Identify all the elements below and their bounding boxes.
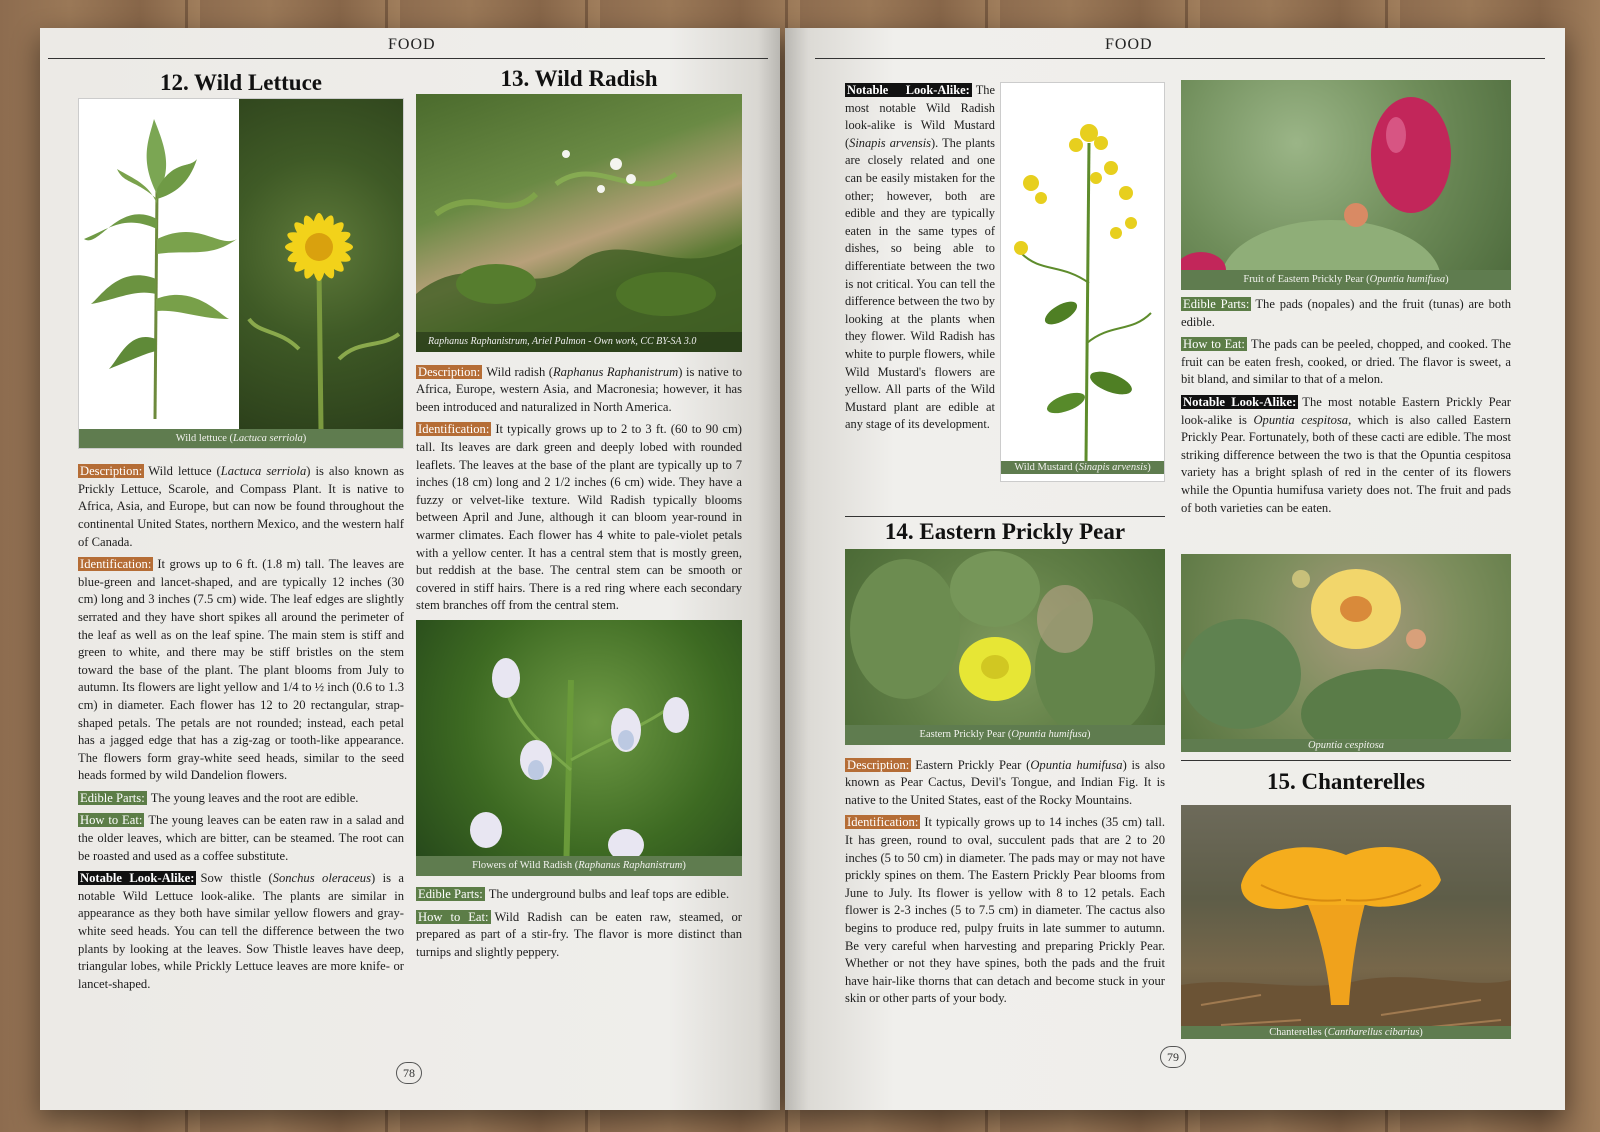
body-text: It typically grows up to 14 inches (35 cm) tall. It has green, round to oval, succulent pads that are 2 to 20 inches (5 to 50 cm) in diameter. The pads may or may not have prickly spines on them. The Eastern Prickly Pear blooms from June to July. Its flower is yellow with 8 to 12 petals. Each flower is 2-3 inches (5 to 7.5 cm) in diameter. The cactus also begins to produce red, pulpy fruits in late summer to autumn. Be very careful when harvesting and preparing Prickly Pear. Whether or not they have spines, both the pads and the fruit have hair-like thorns that can detach and become stuck in your skin or other parts of your body.: [845, 815, 1165, 1006]
wild-lettuce-specimen-image: [79, 99, 239, 429]
wild-mustard-image: [1001, 83, 1164, 461]
body-text: It grows up to 6 ft. (1.8 m) tall. The leaves are blue-green and lancet-shaped, and are typically 12 inches (30 cm) long and 3 inches (7.5 cm) wide. The leaf edges are slightly serrated and they have short spikes all around the perimeter of the leaf as well as on the leaf spine. The main stem is stiff and green to white, and there may be stiff bristles on the stem toward the base of the plant. The plant blooms from July to autumn. Its flowers are light yellow and 1/4 to ½ inch (0.6 to 1.3 cm) in diameter. Each flower has 12 to 20 rectangular, strap-shaped petals. The petals are not rounded; instead, each petal has a jagged edge that has a zig-zag or tooth-like appearance. The flowers form gray-white seed heads, similar to the seed heads formed by wild Dandelion flowers.: [78, 557, 404, 783]
body-text: The pads can be peeled, chopped, and cooked. The fruit can be eaten fresh, cooked, or dried. The flavor is sweet, a bit bland, and similar to that of a melon.: [1181, 337, 1511, 387]
section-title: 15. Chanterelles: [1266, 769, 1425, 794]
caption-text: ): [682, 860, 686, 872]
body-text: The most notable Eastern Prickly Pear look-alike is: [1181, 394, 1511, 427]
how-to-eat-paragraph: [78, 812, 404, 865]
caption-text: Wild lettuce (: [175, 432, 234, 444]
identification-paragraph: [78, 556, 404, 785]
caption-text: ): [1086, 729, 1091, 740]
edible-parts-label: Edible Parts:: [80, 790, 145, 805]
radish-lookalike-text: [845, 82, 995, 439]
description-paragraph: [416, 364, 742, 417]
wild-lettuce-column: [78, 70, 405, 998]
prickly-pear-right-column: [1181, 80, 1511, 522]
figure-caption: [79, 429, 403, 449]
identification-label: Identification:: [847, 815, 919, 830]
caption-text: Fruit of Eastern Prickly Pear (: [1243, 274, 1370, 286]
body-text: ) is also known as Prickly Lettuce, Scarole, and Compass Plant. It is native to Africa, Asia, and Europe, but can now be found throughout the continental United States, northern Mexico, and the western half of Canada.: [78, 464, 405, 549]
edible-parts-paragraph: [416, 886, 742, 904]
body-text: ) is a notable Wild Lettuce look-alike. The plants are similar in appearance as they both have similar yellow flowers and gray-white seed heads. You can tell the difference between the two plants by looking at the leaves. Sow Thistle leaves have deep, triangular lobes, while Prickly Lettuce leaves are more knife- or lancet-shaped.: [78, 871, 404, 991]
running-head: FOOD: [388, 36, 436, 53]
description-label: Description:: [80, 464, 143, 479]
identification-paragraph: [416, 421, 742, 615]
caption-latin: Raphanus Raphanistrum: [578, 860, 683, 872]
caption-text: Eastern Prickly Pear (: [919, 729, 1012, 740]
section-title: 13. Wild Radish: [500, 66, 658, 91]
how-to-eat-label: How to Eat:: [418, 909, 489, 924]
body-text: ). The plants are closely related and one can be easily mistaken for the other; however, both are edible and they are typically eaten in the same types of dishes, so being able to differentiate between the two is not critical. You can tell the difference between the two by looking at the plants when they flower. Wild Radish has white to purple flowers, while Wild Mustard's flowers are yellow. All parts of the Wild Mustard plant are edible at any stage of its development.: [845, 135, 995, 432]
body-text: The young leaves can be eaten raw in a salad and the older leaves, which are bitter, can be steamed. The root can be roasted and used as a coffee substitute.: [78, 813, 404, 863]
wild-mustard-figure: [1000, 82, 1165, 482]
how-to-eat-label: How to Eat:: [80, 813, 143, 828]
wild-lettuce-figure: [78, 98, 404, 450]
identification-label: Identification:: [80, 557, 152, 572]
caption-text: ): [302, 432, 307, 444]
header-rule: [48, 58, 768, 59]
look-alike-paragraph: [78, 870, 404, 993]
open-book: [40, 28, 1565, 1110]
edible-parts-paragraph: [1181, 296, 1511, 331]
caption-latin: Cantharellus cibarius: [1327, 1027, 1420, 1038]
body-text: ) is also known as Pear Cactus, Devil's Tongue, and Indian Fig. It is native to the United States, east of the Rocky Mountains.: [845, 757, 1165, 807]
chanterelles-section: [1181, 760, 1511, 1039]
edible-parts-paragraph: [78, 790, 404, 808]
body-text: ) is native to Africa, Europe, western Asia, and Macronesia; however, it has been introduced and naturalized in North America.: [416, 364, 742, 414]
edible-parts-label: Edible Parts:: [1183, 297, 1250, 311]
look-alike-label: Notable Look-Alike:: [847, 83, 970, 97]
caption-latin: Sinapis arvensis: [1078, 462, 1148, 473]
body-text: It typically grows up to 2 to 3 ft. (60 to 90 cm) tall. Its leaves are dark green and deeply lobed with rounded leaflets. The leaves at the base of the plant are typically up to 7 inches (18 cm) long and 2 1/2 inches (6 cm) wide. They have a fuzzy or velvet-like texture. Wild Radish typically blooms between April and June, although it can bloom year-round in warmer climates. Each flower has 4 white to pale-violet petals with a yellow center. It has a central stem that is mostly green, but reddish at the base. The central stem can be smooth or covered in stiff hairs. There is a red ring where each secondary stem branches off from the central stem.: [416, 422, 742, 613]
figure-caption: Opuntia cespitosa: [1181, 739, 1511, 752]
body-text: Wild Radish can be eaten raw, steamed, or prepared as part of a stir-fry. The flavor is more distinct than turnips and slightly peppery.: [416, 909, 742, 959]
identification-label: Identification:: [418, 422, 490, 437]
wild-radish-column: [416, 66, 742, 966]
caption-text: Flowers of Wild Radish (: [472, 860, 579, 872]
look-alike-label: Notable Look-Alike:: [1183, 394, 1297, 409]
running-head: FOOD: [1105, 36, 1153, 53]
prickly-pear-cactus-image: [845, 549, 1165, 745]
caption-text: ): [1419, 1027, 1423, 1038]
body-text: , which is also called Eastern Prickly Pear. Fortunately, both of these cacti are edible. The most striking difference between the two is that the Opuntia cespitosa variety has a bright splash of red in the center of its flowers while the Opuntia humifusa variety does not. The fruit and pads of both varieties can be eaten.: [1181, 412, 1511, 515]
latin-name: Raphanus Raphanistrum: [428, 336, 528, 347]
caption-text: Wild Mustard (: [1014, 462, 1079, 473]
body-text: Wild lettuce (: [148, 464, 221, 479]
prickly-pear-fruit-image: [1181, 80, 1511, 290]
figure-caption: [845, 725, 1165, 745]
latin-name: Opuntia cespitosa: [1253, 412, 1349, 427]
section-title: 12. Wild Lettuce: [159, 70, 323, 95]
caption-latin: Opuntia humifusa: [1011, 729, 1087, 740]
caption-latin: Opuntia humifusa: [1369, 274, 1446, 286]
figure-caption: [1001, 461, 1164, 474]
latin-name: Sinapis arvensis: [849, 135, 931, 150]
how-to-eat-paragraph: [1181, 336, 1511, 389]
how-to-eat-paragraph: [416, 909, 742, 962]
left-page: [40, 28, 780, 1110]
description-label: Description:: [847, 757, 910, 772]
look-alike-label: Notable Look-Alike:: [80, 871, 195, 886]
caption-text: ): [1147, 462, 1151, 473]
section-divider: [845, 516, 1165, 517]
latin-name: Sonchus oleraceus: [272, 871, 371, 886]
latin-name: Opuntia humifusa: [1030, 757, 1123, 772]
page-number: 79: [1160, 1046, 1186, 1068]
wild-lettuce-flower-image: [239, 99, 403, 429]
body-text: Wild radish (: [486, 364, 553, 379]
opuntia-cespitosa-image: [1181, 554, 1511, 752]
body-text: Eastern Prickly Pear (: [915, 757, 1031, 772]
credit-text: , Ariel Palmon - Own work, CC BY-SA 3.0: [527, 336, 697, 347]
photo-credit: [416, 332, 742, 352]
chanterelles-image: [1181, 805, 1511, 1039]
section-title: 14. Eastern Prickly Pear: [884, 519, 1126, 544]
body-text: The underground bulbs and leaf tops are edible.: [488, 886, 730, 901]
edible-parts-label: Edible Parts:: [418, 886, 483, 901]
identification-paragraph: [845, 814, 1165, 1008]
body-text: Sow thistle (: [200, 871, 273, 886]
caption-text: ): [1445, 274, 1449, 286]
prickly-pear-left-column: [845, 516, 1165, 1013]
page-number: 78: [396, 1062, 422, 1084]
description-paragraph: [78, 463, 404, 551]
figure-caption: [416, 856, 742, 876]
body-text: The young leaves and the root are edible.: [150, 790, 359, 805]
header-rule: [815, 58, 1545, 59]
right-page: [785, 28, 1565, 1110]
latin-name: Raphanus Raphanistrum: [552, 364, 679, 379]
section-divider: [1181, 760, 1511, 761]
wild-radish-flowers-image: [416, 620, 742, 876]
body-text: The most notable Wild Radish look-alike is Wild Mustard (: [845, 83, 995, 150]
body-text: The pads (nopales) and the fruit (tunas) are both edible.: [1181, 297, 1511, 329]
figure-caption: [1181, 270, 1511, 290]
latin-name: Lactuca serriola: [220, 464, 307, 479]
caption-text: Chanterelles (: [1269, 1027, 1328, 1038]
description-paragraph: [845, 757, 1165, 810]
wild-radish-plant-image: [416, 94, 742, 352]
how-to-eat-label: How to Eat:: [1183, 337, 1245, 352]
look-alike-paragraph: [1181, 394, 1511, 517]
figure-caption: [1181, 1026, 1511, 1039]
description-label: Description:: [418, 364, 481, 379]
caption-latin: Lactuca serriola: [233, 432, 303, 444]
